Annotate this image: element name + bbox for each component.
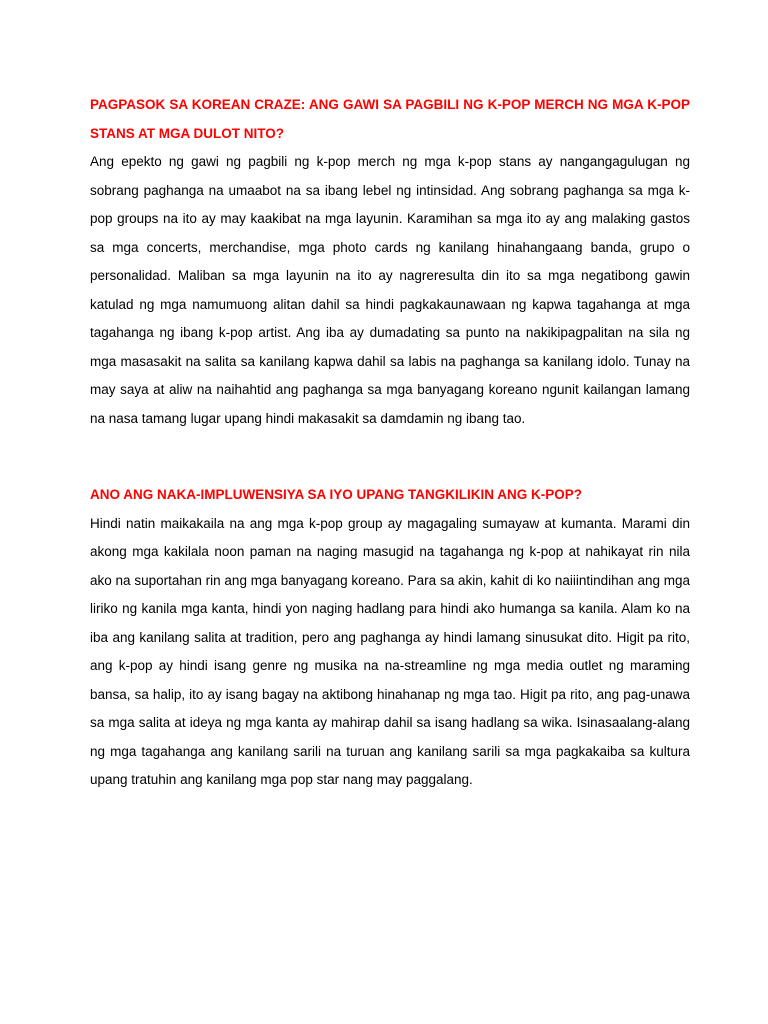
section-heading: ANO ANG NAKA-IMPLUWENSIYA SA IYO UPANG TANGKILIKIN ANG K-POP? bbox=[90, 487, 583, 502]
document-page bbox=[90, 91, 690, 795]
section-spacer bbox=[90, 433, 690, 481]
section-paragraph: Ang epekto ng gawi ng pagbili ng k-pop merch ng mga k-pop stans ay nangangagulugan ng sobrang paghanga na umaabot na sa ibang lebel ng intinsidad. Ang sobrang paghanga sa mga k-pop groups na ito ay may kaakibat na mga layunin. Karamihan sa mga ito ay ang malaking gastos sa mga concerts, merchandise, mga photo cards ng kanilang hinahangaang banda, grupo o personalidad. Maliban sa mga layunin na ito ay nagreresulta din ito sa mga negatibong gawin katulad ng mga namumuong alitan dahil sa hindi pagkakaunawaan ng kapwa tagahanga at mga tagahanga ng ibang k-pop artist. Ang iba ay dumadating sa punto na nakikipagpalitan na sila ng mga masasakit na salita sa kanilang kapwa dahil sa labis na paghanga sa kanilang idolo. Tunay na may saya at aliw na naihahtid ang paghanga sa mga banyagang koreano ngunit kailangan lamang na nasa tamang lugar upang hindi makasakit sa damdamin ng ibang tao. bbox=[90, 154, 690, 426]
section-paragraph: Hindi natin maikakaila na ang mga k-pop group ay magagaling sumayaw at kumanta. Marami din akong mga kakilala noon paman na naging masugid na tagahanga ng k-pop at nahikayat rin nila ako na suportahan rin ang mga banyagang koreano. Para sa akin, kahit di ko naiiintindihan ang mga liriko ng kanila mga kanta, hindi yon naging hadlang para hindi ako humanga sa kanila. Alam ko na iba ang kanilang salita at tradition, pero ang paghanga ay hindi lamang sinusukat dito. Higit pa rito, ang k-pop ay hindi isang genre ng musika na na-streamline ng mga media outlet ng maraming bansa, sa halip, ito ay isang bagay na aktibong hinahanap ng mga tao. Higit pa rito, ang pag-unawa sa mga salita at ideya ng mga kanta ay mahirap dahil sa isang hadlang sa wika. Isinasaalang-alang ng mga tagahanga ang kanilang sarili na turuan ang kanilang sarili sa mga pagkakaiba sa kultura upang tratuhin ang kanilang mga pop star nang may paggalang. bbox=[90, 515, 690, 787]
section-korean-craze bbox=[90, 91, 690, 433]
section-kpop-influence bbox=[90, 481, 690, 795]
section-heading: PAGPASOK SA KOREAN CRAZE: ANG GAWI SA PAGBILI NG K-POP MERCH NG MGA K-POP STANS AT MGA DULOT NITO? bbox=[90, 97, 690, 141]
